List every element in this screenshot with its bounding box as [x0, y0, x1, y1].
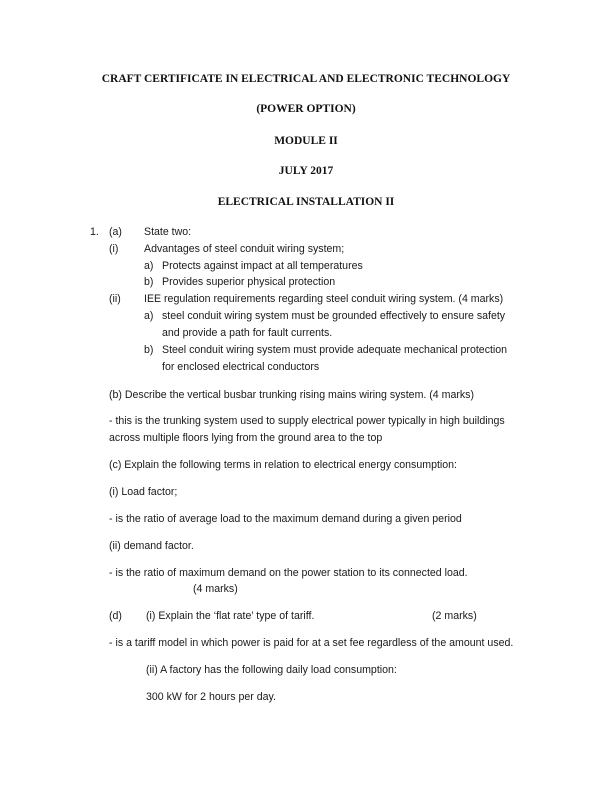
exam-module: MODULE II [274, 135, 338, 147]
exam-title: CRAFT CERTIFICATE IN ELECTRICAL AND ELECTRONIC TECHNOLOGY [101, 73, 511, 85]
list-item: Steel conduit wiring system must provide adequate mechanical protection [162, 344, 508, 356]
part-d-ii-question: (ii) A factory has the following daily load consumption: [146, 664, 397, 676]
part-b-answer-continued: across multiple floors lying from the ground area to the top [109, 432, 383, 444]
list-item-continued: and provide a path for fault currents. [162, 327, 333, 339]
part-d-label: (d) [109, 610, 122, 622]
exam-option: (POWER OPTION) [256, 103, 356, 115]
part-c-ii-term: (ii) demand factor. [109, 540, 194, 552]
part-a-i-label: (i) [109, 243, 119, 255]
part-b-question: (b) Describe the vertical busbar trunking rising mains wiring system. (4 marks) [109, 389, 475, 401]
part-c-marks: (4 marks) [193, 583, 238, 595]
list-item: Provides superior physical protection [162, 276, 336, 288]
part-a-i-text: Advantages of steel conduit wiring system; [144, 243, 345, 255]
part-a-ii-text: IEE regulation requirements regarding steel conduit wiring system. (4 marks) [144, 293, 504, 305]
part-c-ii-answer: - is the ratio of maximum demand on the power station to its connected load. [109, 567, 468, 579]
part-d-i-question: (i) Explain the ‘flat rate’ type of tariff. [146, 610, 315, 622]
exam-date: JULY 2017 [278, 165, 334, 177]
part-d-marks: (2 marks) [432, 610, 477, 622]
part-a-ii-label: (ii) [109, 293, 121, 305]
list-item-marker: a) [144, 310, 154, 322]
part-c-i-answer: - is the ratio of average load to the maximum demand during a given period [109, 513, 462, 525]
part-c-question: (c) Explain the following terms in relation to electrical energy consumption: [109, 459, 457, 471]
question-number: 1. [90, 226, 99, 238]
list-item: steel conduit wiring system must be grounded effectively to ensure safety [162, 310, 506, 322]
part-d-ii-load-line: 300 kW for 2 hours per day. [146, 691, 276, 703]
part-d-answer: - is a tariff model in which power is paid for at a set fee regardless of the amount used. [109, 637, 514, 649]
list-item-marker: b) [144, 276, 154, 288]
part-c-i-term: (i) Load factor; [109, 486, 178, 498]
part-a-label: (a) [109, 226, 122, 238]
list-item-continued: for enclosed electrical conductors [162, 361, 320, 373]
list-item-marker: b) [144, 344, 154, 356]
list-item-marker: a) [144, 260, 154, 272]
part-a-text: State two: [144, 226, 192, 238]
part-b-answer: - this is the trunking system used to supply electrical power typically in high buildings [109, 415, 505, 427]
list-item: Protects against impact at all temperatures [162, 260, 363, 272]
exam-subject: ELECTRICAL INSTALLATION II [217, 196, 395, 208]
